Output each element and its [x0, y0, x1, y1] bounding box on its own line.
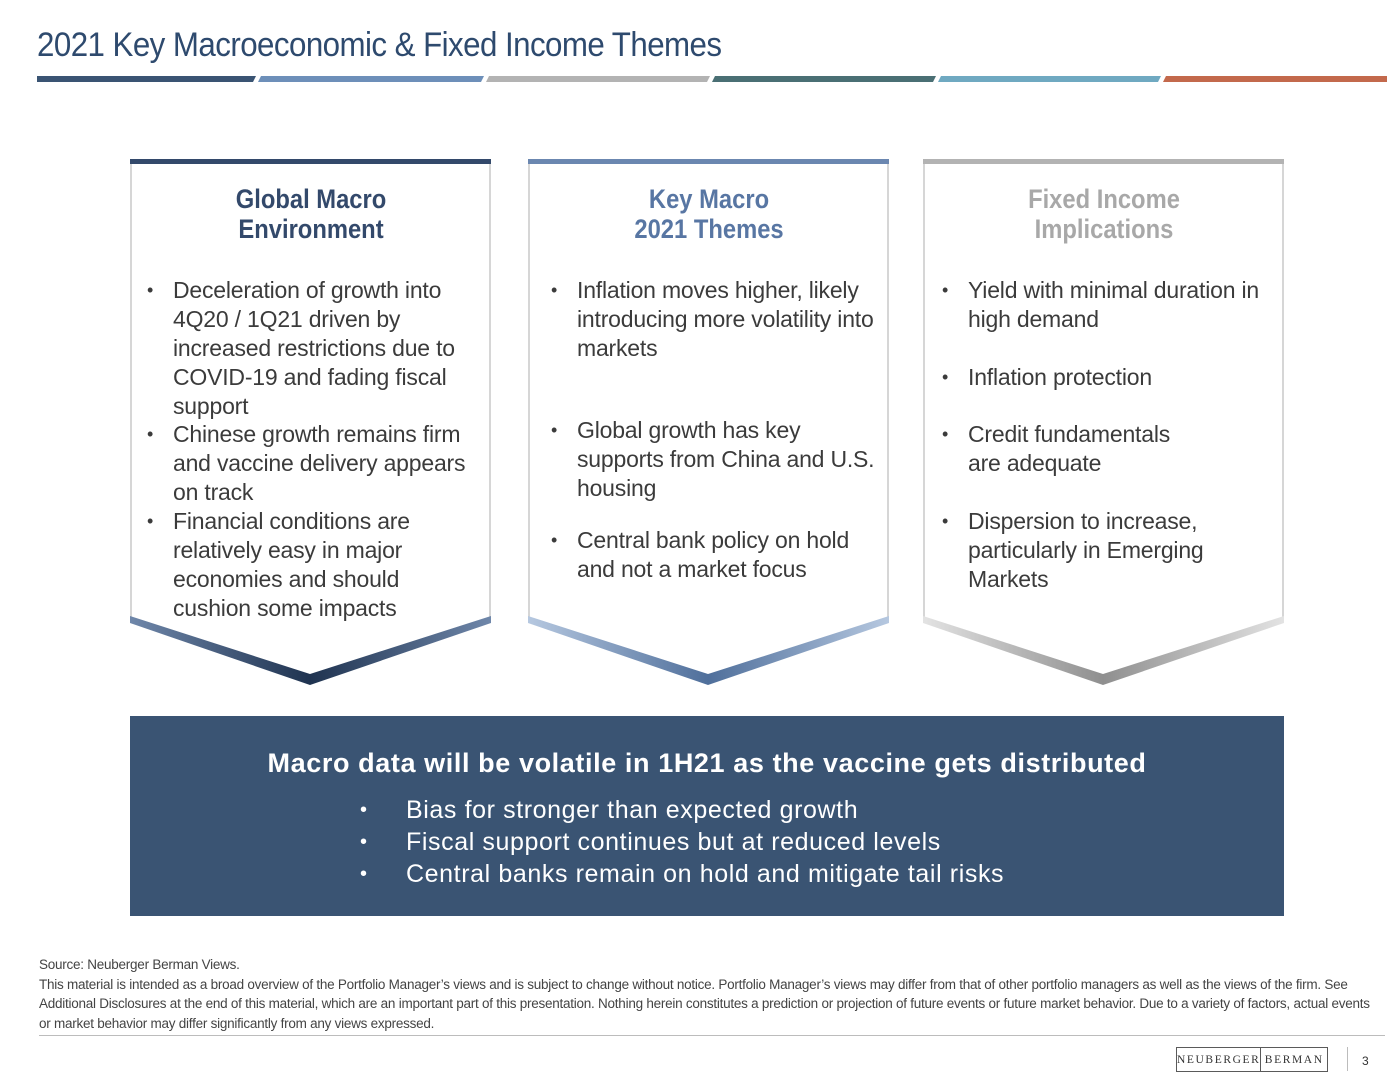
source-note	[39, 955, 1379, 1033]
card-fixed-income	[923, 159, 1283, 686]
bullet-icon: •	[942, 424, 949, 444]
logo-right-word: BERMAN	[1264, 1053, 1324, 1066]
list-item: • Central banks remain on hold and mitigate tail risks	[360, 860, 1005, 888]
rule-segment-teal	[712, 76, 936, 82]
rule-segment-navy	[37, 76, 256, 82]
card-heading	[550, 184, 869, 244]
footer-divider	[39, 1035, 1385, 1036]
rule-segment-rust	[1163, 76, 1387, 82]
card-heading-line-2: Implications	[1034, 214, 1174, 244]
list-item: • Inflation protection	[942, 364, 1152, 390]
rule-segment-gray	[486, 76, 710, 82]
footer-vertical-divider	[1347, 1047, 1348, 1071]
bullet-icon: •	[942, 367, 949, 387]
card-heading-line-1: Global Macro	[235, 184, 387, 214]
list-item: • Chinese growth remains firm and vaccine delivery appears on track	[147, 421, 466, 505]
page-number: 3	[1362, 1054, 1369, 1068]
source-line: Source: Neuberger Berman Views.	[39, 957, 240, 972]
bullet-icon: •	[551, 530, 558, 550]
card-heading-line-1: Key Macro	[648, 184, 770, 214]
bullet-icon: •	[147, 280, 154, 300]
list-item: • Yield with minimal duration in high demand	[942, 277, 1260, 332]
neuberger-berman-logo	[1176, 1047, 1328, 1072]
list-item: • Inflation moves higher, likely introducing more volatility into markets	[551, 277, 874, 361]
banner-bullet-list	[360, 794, 1004, 890]
bullet-icon: •	[147, 424, 154, 444]
bullet-icon: •	[147, 511, 154, 531]
card-heading-line-2: 2021 Themes	[634, 214, 784, 244]
disclaimer-text: This material is intended as a broad overview of the Portfolio Manager’s views and is subject to change without notice. Portfolio Manager’s views may differ from that of other portfolio managers as well as the views of the firm. See Additional Disclosures at the end of this material, which are an important part of this presentation. Nothing herein constitutes a prediction or projection of future events or future market behavior. Due to a variety of factors, actual events or market behavior may differ significantly from any views expressed.	[39, 976, 1370, 1031]
page-title: 2021 Key Macroeconomic & Fixed Income Themes	[37, 26, 722, 64]
bullet-icon: •	[942, 280, 949, 300]
bullet-icon: •	[360, 799, 368, 821]
bullet-icon: •	[360, 831, 368, 853]
bullet-icon: •	[551, 280, 558, 300]
list-item: • Dispersion to increase, particularly in Emerging Markets	[942, 508, 1204, 592]
bullet-icon: •	[360, 863, 368, 885]
list-item: • Deceleration of growth into 4Q20 / 1Q21 driven by increased restrictions due to COVID-19 and fading fiscal support	[147, 277, 455, 419]
bullet-icon: •	[551, 420, 558, 440]
list-item: • Financial conditions are relatively easy in major economies and should cushion some impacts	[147, 508, 410, 621]
card-heading-line-1: Fixed Income	[1028, 184, 1180, 214]
list-item: • Bias for stronger than expected growth	[360, 796, 859, 824]
card-heading-line-2: Environment	[238, 214, 384, 244]
logo-left-word: NEUBERGER	[1177, 1053, 1261, 1066]
summary-banner	[130, 716, 1284, 916]
rule-segment-blue	[258, 76, 484, 82]
list-item: • Central bank policy on hold and not a market focus	[551, 527, 850, 582]
list-item: • Credit fundamentals are adequate	[942, 421, 1171, 476]
card-heading	[945, 184, 1264, 244]
list-item: • Fiscal support continues but at reduced levels	[360, 828, 941, 856]
rule-segment-sky	[938, 76, 1161, 82]
title-color-rule	[37, 75, 1387, 83]
bullet-icon: •	[942, 511, 949, 531]
card-global-macro	[130, 159, 490, 686]
card-heading	[152, 184, 471, 244]
card-key-macro	[528, 159, 888, 686]
list-item: • Global growth has key supports from China and U.S. housing	[551, 417, 875, 501]
banner-heading: Macro data will be volatile in 1H21 as the vaccine gets distributed	[267, 748, 1147, 778]
